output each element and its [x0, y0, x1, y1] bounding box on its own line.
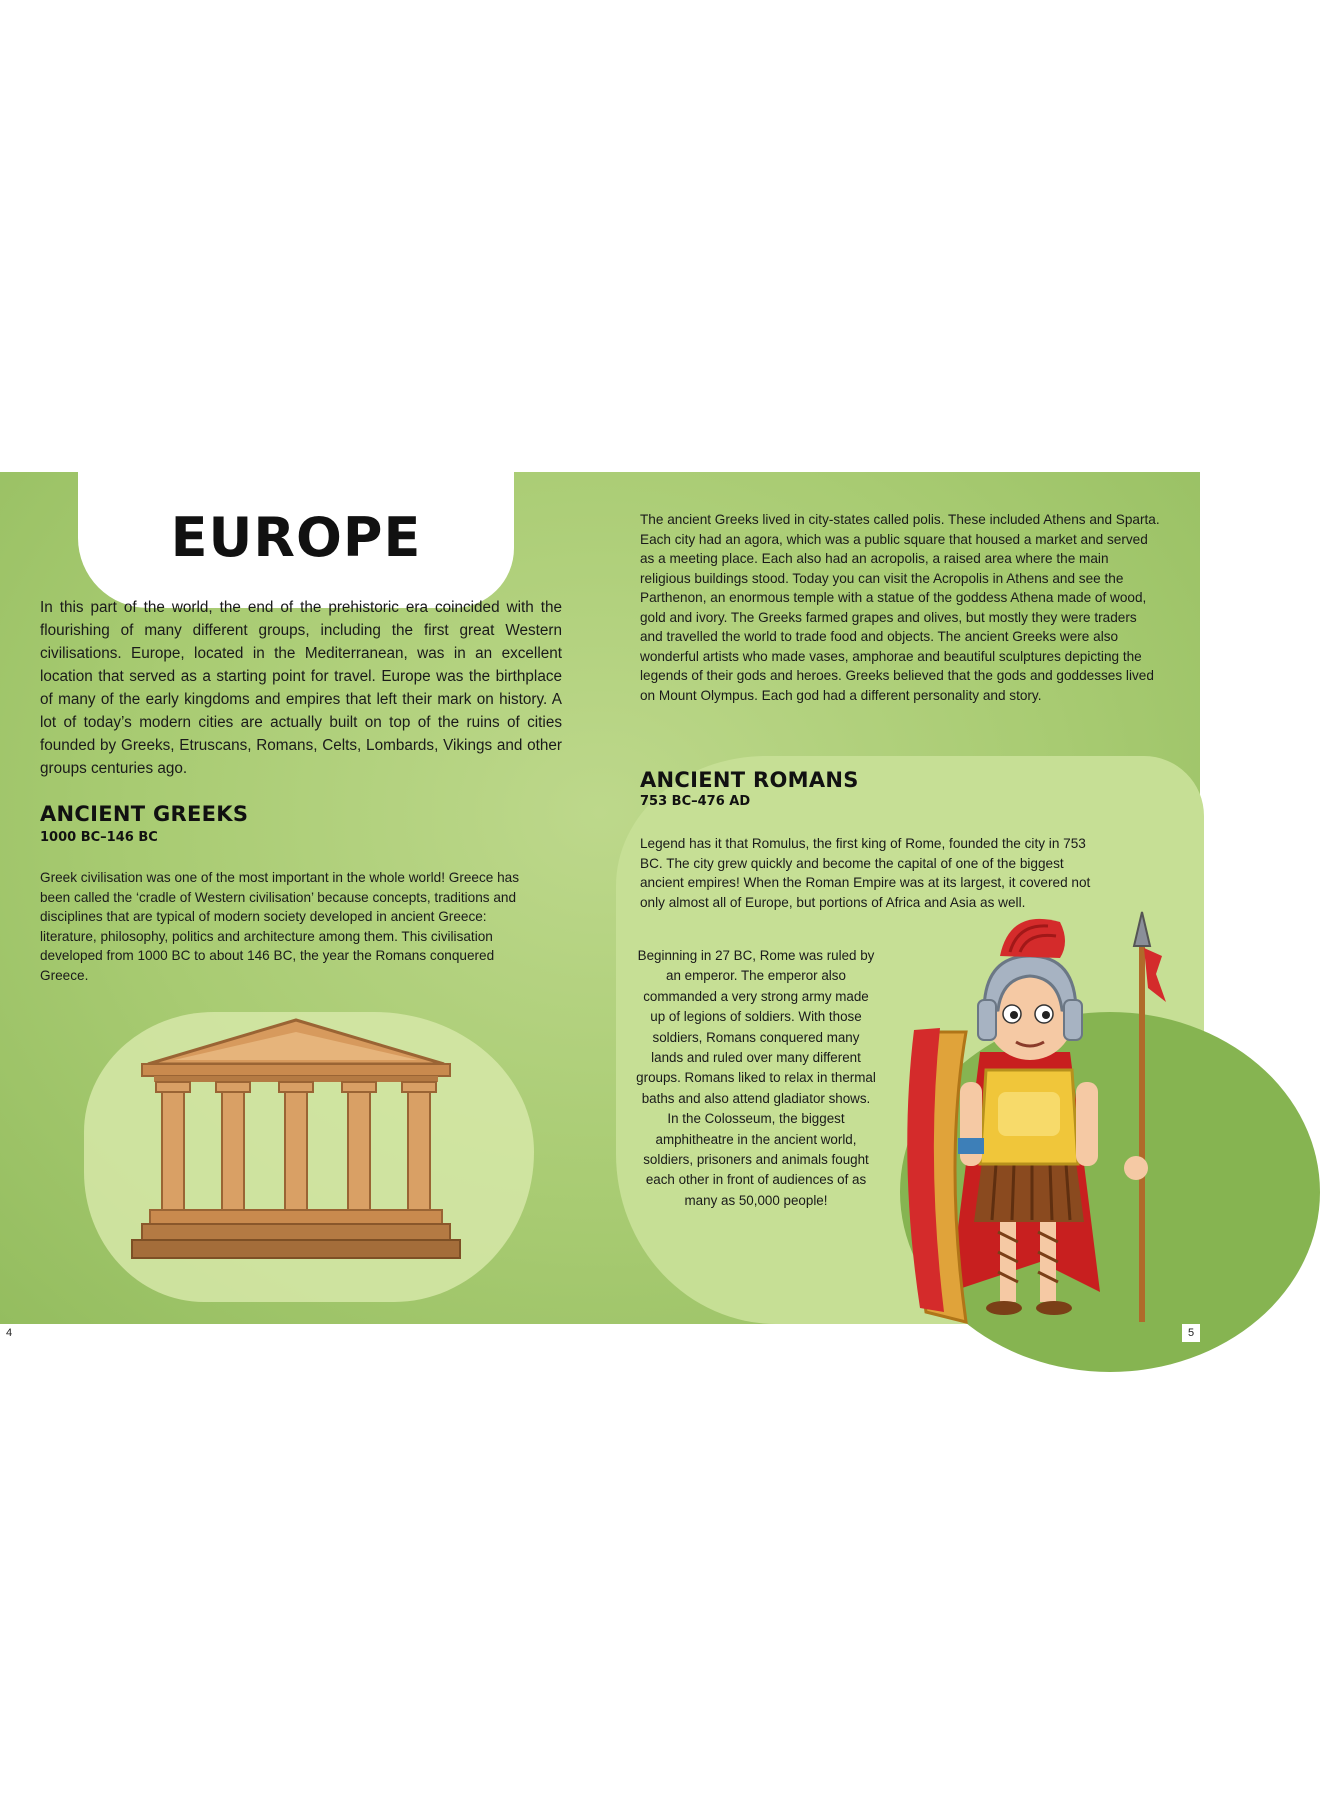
greeks-dates: 1000 BC–146 BC — [40, 830, 158, 845]
title-tab — [78, 472, 514, 608]
page-title: EUROPE — [170, 506, 422, 569]
book-spread — [0, 472, 1200, 1339]
greeks-paragraph: Greek civilisation was one of the most important in the whole world! Greece has been called the ‘cradle of Western civilisation’ because concepts, traditions and disciplines that are typical of modern society developed in ancient Greece: literature, philosophy, politics and architecture among them. This civilisation developed from 1000 BC to about 146 BC, the year the Romans conquered Greece. — [40, 870, 520, 983]
romans-paragraph-1: Legend has it that Romulus, the first king of Rome, founded the city in 753 BC. The city grew quickly and become the capital of one of the biggest ancient empires! When the Roman Empire was at its largest, it covered not only almost all of Europe, but portions of Africa and Asia as well. — [640, 836, 1091, 910]
roman-soldier-illustration — [900, 912, 1160, 1322]
romans-heading: ANCIENT ROMANS — [640, 768, 859, 792]
intro-paragraph: In this part of the world, the end of the prehistoric era coincided with the flourishing of many different groups, including the first great Western civilisations. Europe, located in the Mediterranean, was in an excellent location that served as a starting point for travel. Europe was the birthplace of many of the early kingdoms and empires that left their mark on history. A lot of today’s modern cities are actually built on top of the ruins of cities founded by Greeks, Etruscans, Romans, Celts, Lombards, Vikings and other groups centuries ago. — [40, 599, 562, 777]
page-number-left: 4 — [0, 1324, 18, 1342]
romans-paragraph-2: Beginning in 27 BC, Rome was ruled by an emperor. The emperor also commanded a very strong army made up of legions of soldiers. With those soldiers, Romans conquered many lands and ruled over many different groups. Romans liked to relax in thermal baths and also attend gladiator shows. In the Colosseum, the biggest amphitheatre in the ancient world, soldiers, prisoners and animals fought each other in front of audiences of as many as 50,000 people! — [636, 948, 876, 1208]
greek-temple-illustration — [140, 1016, 452, 1266]
page-number-right: 5 — [1182, 1324, 1200, 1342]
greeks-continued-paragraph: The ancient Greeks lived in city-states called polis. These included Athens and Sparta. Each city had an agora, which was a public square that housed a market and served as a meeting place. Each also had an acropolis, a raised area where the main religious buildings stood. Today you can visit the Acropolis in Athens and see the Parthenon, an enormous temple with a statue of the goddess Athena made of wood, gold and ivory. The Greeks farmed grapes and olives, but mostly they were traders and travelled the world to trade food and objects. The ancient Greeks were also wonderful artists who made vases, amphorae and beautiful sculptures depicting the legends of their gods and heroes. Greeks believed that the gods and goddesses lived on Mount Olympus. Each god had a different personality and story. — [640, 512, 1160, 703]
romans-dates: 753 BC–476 AD — [640, 794, 751, 809]
greeks-heading: ANCIENT GREEKS — [40, 802, 249, 826]
